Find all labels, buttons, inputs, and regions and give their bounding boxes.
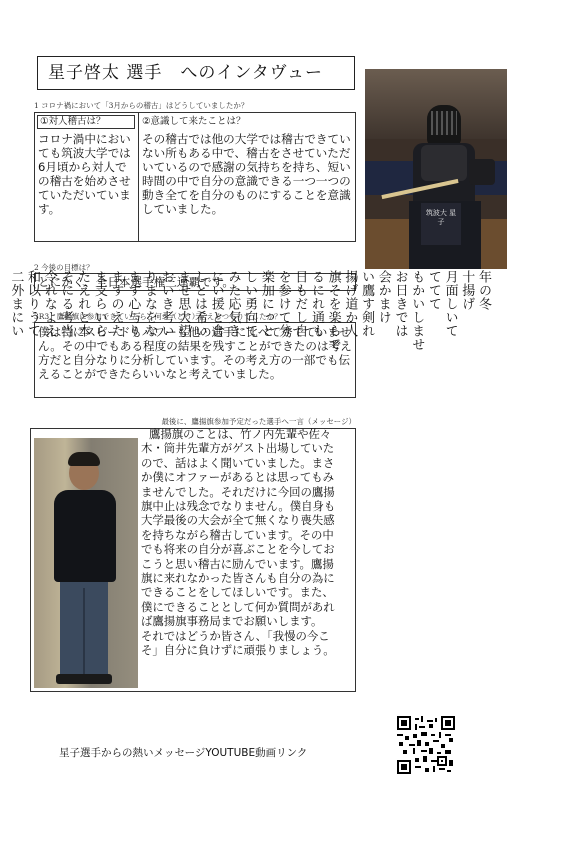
q1-answer-a: コロナ渦中においても筑波大学では6月頃から対人での稽古を始めさせていただいています。 bbox=[38, 132, 131, 216]
vertical-column: るにれ通も bbox=[308, 270, 324, 338]
q4-answer-line: 旗中止は残念でなりません。僕自身も bbox=[141, 499, 336, 514]
q1-sub-label-a: ①対人稽古は？ bbox=[37, 115, 135, 129]
q1-answer-box bbox=[34, 112, 356, 242]
question-4: 最後に、鷹揚旗参加予定だった選手へ一言（メッセージ） bbox=[161, 417, 356, 426]
youtube-link-caption: 星子選手からの熱いメッセージYOUTUBE動画リンク bbox=[59, 747, 308, 759]
q3-answer: 僕は特にスピードもパワーも他の選手に比べて秀でていません。その中でもある程度の結果を残すことができたのは考え方だと自分なりに分析しています。その考え方の一部でも伝えることができたらいいなと考えていました。 bbox=[34, 322, 356, 398]
q4-answer-line: ませんでした。それだけに今回の鷹揚 bbox=[141, 484, 335, 499]
vertical-column: お日きでは bbox=[392, 270, 408, 338]
youtube-qr-code[interactable] bbox=[397, 716, 455, 774]
q4-answer-line: できることをしてほしいです。また、 bbox=[141, 585, 334, 600]
vertical-column: い鷹す剣れ bbox=[359, 270, 375, 338]
vertical-column: みた応気き bbox=[225, 270, 241, 338]
vertical-column: おいき考い bbox=[158, 270, 174, 338]
q4-answer-line: 大学最後の大会が全て無くなり喪失感 bbox=[141, 513, 335, 528]
vertical-column: 月面しいて bbox=[442, 270, 458, 338]
vertical-column: たえれと本 bbox=[75, 270, 91, 338]
q4-answer bbox=[141, 427, 355, 658]
kendo-photo bbox=[365, 69, 507, 269]
q4-answer-line: それではどうか皆さん、「我慢の今こ bbox=[141, 628, 330, 643]
q4-answer-line: でも将来の自分が喜ぶことを今してお bbox=[141, 542, 335, 557]
vertical-column: を参けて分 bbox=[275, 270, 291, 338]
vertical-column: 旗そを楽らで bbox=[325, 270, 341, 351]
vertical-column: ます心与り bbox=[125, 270, 141, 338]
q2-answer: とにかく、全日本選手権三連覇です。 bbox=[34, 273, 356, 291]
vertical-column: しとは希い bbox=[192, 270, 208, 338]
vertical-column: そにる考当 bbox=[58, 270, 74, 338]
q4-answer-line: こうと思い稽古に励んでいます。鷹揚 bbox=[141, 556, 334, 571]
kendo-name-tag: 筑波大 星子 bbox=[425, 209, 457, 226]
vertical-column: 令れなよえ bbox=[41, 270, 57, 338]
vertical-column: 二外まにい bbox=[8, 270, 24, 338]
vertical-column: ませ思大望 bbox=[175, 270, 191, 338]
q1-sub-label-b: ②意識して来たことは？ bbox=[142, 116, 246, 127]
q4-answer-line: ので、話はよく聞いていました。まさ bbox=[141, 455, 335, 470]
q1-answer-b: その稽古では他の大学では稽古できていない所もある中で、稽古をさせていただいているので感謝の気持ちを持ち、短い時間の中で自分の意識できる一つ一つの動き全てを自分のものにすることを意識していました。 bbox=[142, 132, 351, 216]
vertical-column: にい援と合 bbox=[208, 270, 224, 338]
page-title: 星子啓太 選手 へのインタヴュー bbox=[37, 56, 355, 90]
q4-answer-line: か僕にオファーがあるとは思ってもみ bbox=[141, 470, 335, 485]
vertical-column: ててて bbox=[425, 270, 441, 311]
vertical-column: りまなをな bbox=[141, 270, 157, 338]
vertical-column: 楽加にっと bbox=[258, 270, 274, 338]
vertical-column: ま支らいら bbox=[91, 270, 107, 338]
q4-answer-line: 鷹揚旗のことは、竹ノ内先輩や佐々 bbox=[149, 427, 332, 441]
q1-divider bbox=[138, 113, 139, 241]
vertical-column: しい勇向て bbox=[242, 270, 258, 338]
q4-answer-line: ば鷹揚旗事務局までお願いします。 bbox=[141, 614, 323, 629]
question-1: 1 コロナ禍において「3月からの稽古」はどうしていましたか？ bbox=[34, 101, 249, 110]
q4-answer-line: 僕にできることとして何か質問があれ bbox=[141, 599, 335, 614]
question-3: 3R3、鷹揚旗に参加できていたら、何を（どう）伝えるつもりでしたか？ bbox=[34, 312, 282, 321]
q4-answer-line: 木・筒井先輩方がゲスト出場していた bbox=[141, 441, 335, 456]
question-2: 2 今後の目標は？ bbox=[34, 263, 94, 272]
vertical-column: 会かまけ bbox=[375, 270, 391, 324]
q4-answer-line: 旗に来れなかった皆さんも自分の為に bbox=[141, 571, 335, 586]
vertical-column: 揚げ道か人 bbox=[342, 270, 358, 338]
q4-answer-box bbox=[30, 428, 356, 692]
vertical-column: もかいしませ bbox=[409, 270, 425, 351]
athlete-portrait-photo bbox=[34, 438, 138, 688]
vertical-column: 年の冬 bbox=[476, 270, 491, 311]
vertical-column: ますのえた bbox=[108, 270, 124, 338]
q4-answer-line: を持ちながら稽古しています。その中 bbox=[141, 527, 334, 542]
vertical-column: 和以りうて bbox=[25, 270, 41, 338]
vertical-column: 日もだし自 bbox=[292, 270, 308, 338]
q4-answer-line: そ」自分に負けずに頑張りましょう。 bbox=[141, 643, 335, 658]
vertical-column: 十揚げ bbox=[459, 270, 475, 311]
